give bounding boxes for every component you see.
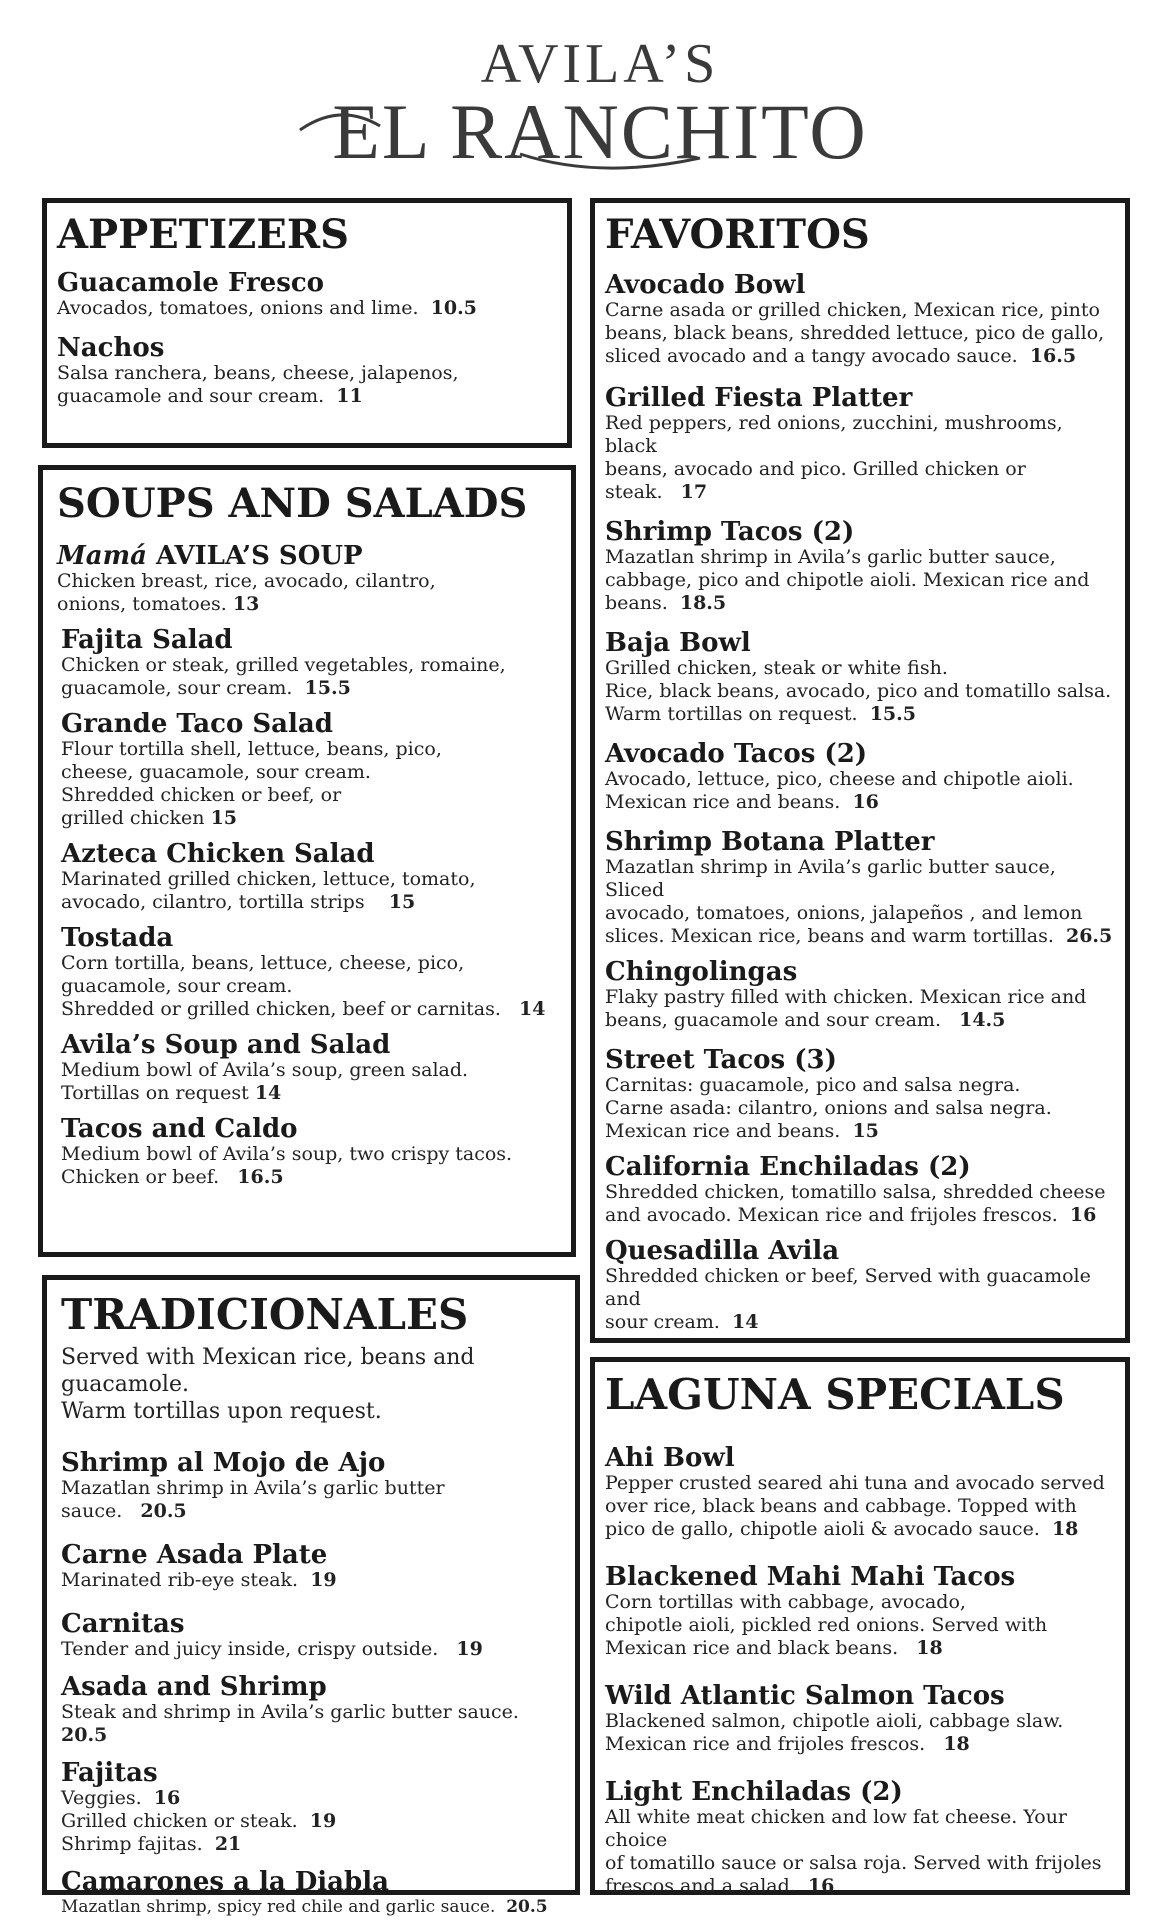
item-name: Light Enchiladas (2) xyxy=(605,1777,903,1807)
appetizers-section xyxy=(42,198,572,448)
item-description: Shrimp fajitas. xyxy=(61,1833,203,1855)
menu-item xyxy=(605,1237,1115,1334)
item-name: Guacamole Fresco xyxy=(57,268,325,298)
item-price: 16 xyxy=(807,1875,835,1897)
favoritos-title: FAVORITOS xyxy=(605,211,870,258)
menu-item xyxy=(57,334,557,408)
tradicionales-section xyxy=(42,1275,580,1917)
menu-item xyxy=(605,1444,1115,1541)
item-price: 18 xyxy=(1051,1518,1079,1540)
logo-line-el-ranchito: EL RANCHITO xyxy=(332,88,868,175)
item-price: 19 xyxy=(310,1569,337,1591)
item-name: Carne Asada Plate xyxy=(61,1540,328,1570)
item-description: Corn tortilla, beans, lettuce, cheese, pico, guacamole, sour cream. Shredded or grilled chicken, beef or carnitas. xyxy=(61,952,501,1020)
logo-line-avilas: AVILA’S xyxy=(480,33,720,95)
item-price: 20.5 xyxy=(61,1724,108,1746)
menu-item xyxy=(57,924,557,1021)
item-description: Flour tortilla shell, lettuce, beans, pico, cheese, guacamole, sour cream. Shredded chicken or beef, or grilled chicken xyxy=(61,738,442,829)
item-price: 26.5 xyxy=(1065,925,1113,947)
item-name: California Enchiladas (2) xyxy=(605,1152,971,1182)
item-price: 20.5 xyxy=(506,1897,548,1917)
soups-salads-section xyxy=(38,465,576,1257)
item-description: Medium bowl of Avila’s soup, two crispy tacos. Chicken or beef. xyxy=(61,1143,513,1188)
item-name: Carnitas xyxy=(61,1609,185,1639)
menu-item xyxy=(605,1046,1115,1143)
item-price: 16.5 xyxy=(1029,345,1077,367)
item-name: Shrimp Tacos (2) xyxy=(605,517,855,547)
item-name: AVILA’S SOUP xyxy=(156,541,363,571)
menu-item xyxy=(605,1563,1115,1660)
item-description: Corn tortillas with cabbage, avocado, chipotle aioli, pickled red onions. Served with Mexican rice and black beans. xyxy=(605,1591,1048,1659)
item-price: 14 xyxy=(519,998,546,1020)
menu-item xyxy=(605,1778,1115,1898)
item-description: Mazatlan shrimp in Avila’s garlic butter sauce, Sliced avocado, tomatoes, onions, jalapeños , and lemon slices. Mexican rice, beans and warm tortillas. xyxy=(605,856,1083,947)
item-price: 16 xyxy=(153,1787,181,1809)
item-description: Chicken breast, rice, avocado, cilantro, onions, tomatoes. xyxy=(57,570,436,615)
item-description: Grilled chicken or steak. xyxy=(61,1810,298,1832)
menu-item xyxy=(61,1759,561,1856)
item-name: Wild Atlantic Salmon Tacos xyxy=(605,1681,1005,1711)
restaurant-logo xyxy=(0,30,1166,175)
item-price: 15 xyxy=(388,891,416,913)
item-name: Fajitas xyxy=(61,1758,158,1788)
item-description: Shredded chicken or beef, Served with guacamole and sour cream. xyxy=(605,1265,1091,1333)
item-description: Carnitas: guacamole, pico and salsa negra. Carne asada: cilantro, onions and salsa negra. Mexican rice and beans. xyxy=(605,1074,1052,1142)
item-price: 19 xyxy=(309,1810,337,1832)
menu-item xyxy=(57,269,557,320)
item-name: Ahi Bowl xyxy=(605,1443,735,1473)
menu-item xyxy=(605,271,1115,368)
item-name-italic: Mamá xyxy=(57,541,147,571)
laguna-specials-section xyxy=(590,1357,1130,1895)
menu-item xyxy=(605,958,1115,1032)
item-price: 18 xyxy=(943,1733,970,1755)
item-name: Shrimp al Mojo de Ajo xyxy=(61,1448,386,1478)
item-price: 15.5 xyxy=(304,677,351,699)
item-name: Grilled Fiesta Platter xyxy=(605,383,913,413)
menu-item xyxy=(605,629,1115,726)
item-price: 15 xyxy=(210,807,238,829)
item-name: Avocado Bowl xyxy=(605,270,806,300)
menu-item xyxy=(57,840,557,914)
item-price: 16 xyxy=(1069,1204,1097,1226)
item-description: Mazatlan shrimp in Avila’s garlic butter sauce, cabbage, pico and chipotle aioli. Mexican rice and beans. xyxy=(605,546,1090,614)
item-description: Marinated grilled chicken, lettuce, tomato, avocado, cilantro, tortilla strips xyxy=(61,868,476,913)
item-description: Mazatlan shrimp, spicy red chile and garlic sauce. xyxy=(61,1897,496,1917)
item-price: 15 xyxy=(852,1120,879,1142)
item-name: Asada and Shrimp xyxy=(61,1672,327,1702)
item-price: 18 xyxy=(916,1637,943,1659)
menu-item xyxy=(61,1673,561,1747)
item-description: Steak and shrimp in Avila’s garlic butter sauce. xyxy=(61,1701,519,1723)
menu-item xyxy=(61,1868,561,1919)
item-price: 16 xyxy=(852,791,879,813)
menu-item xyxy=(61,1541,561,1592)
menu-item xyxy=(605,740,1115,814)
item-name: Camarones a la Diabla xyxy=(61,1867,389,1897)
item-description: Chicken or steak, grilled vegetables, romaine, guacamole, sour cream. xyxy=(61,654,506,699)
item-description: Flaky pastry filled with chicken. Mexican rice and beans, guacamole and sour cream. xyxy=(605,986,1087,1031)
tradicionales-note: Served with Mexican rice, beans and guacamole. Warm tortillas upon request. xyxy=(61,1345,475,1424)
item-price: 14 xyxy=(254,1082,282,1104)
item-name: Tostada xyxy=(61,923,174,953)
item-price: 14.5 xyxy=(959,1009,1006,1031)
item-price: 15.5 xyxy=(869,703,916,725)
favoritos-section xyxy=(590,198,1130,1343)
item-name: Avocado Tacos (2) xyxy=(605,739,868,769)
menu-item xyxy=(57,626,557,700)
item-name: Grande Taco Salad xyxy=(61,709,333,739)
item-price: 14 xyxy=(732,1311,759,1333)
item-price: 17 xyxy=(680,481,708,503)
item-name: Quesadilla Avila xyxy=(605,1236,840,1266)
item-name: Avila’s Soup and Salad xyxy=(61,1030,391,1060)
item-price: 16.5 xyxy=(237,1166,284,1188)
menu-item xyxy=(57,542,557,616)
item-name: Chingolingas xyxy=(605,957,798,987)
item-description: Pepper crusted seared ahi tuna and avocado served over rice, black beans and cabbage. Topped with pico de gallo, chipotle aioli & avocado sauce. xyxy=(605,1472,1105,1540)
item-price: 19 xyxy=(456,1638,483,1660)
item-price: 13 xyxy=(232,593,260,615)
menu-item xyxy=(605,384,1115,504)
tradicionales-title: TRADICIONALES xyxy=(61,1290,469,1339)
item-description: Avocado, lettuce, pico, cheese and chipotle aioli. Mexican rice and beans. xyxy=(605,768,1074,813)
item-description: Avocados, tomatoes, onions and lime. xyxy=(57,297,419,319)
item-description: Shredded chicken, tomatillo salsa, shredded cheese and avocado. Mexican rice and frijoles frescos. xyxy=(605,1181,1106,1226)
menu-item xyxy=(605,518,1115,615)
item-price: 11 xyxy=(336,385,363,407)
menu-item xyxy=(57,1031,557,1105)
item-price: 18.5 xyxy=(679,592,727,614)
item-name: Azteca Chicken Salad xyxy=(61,839,375,869)
item-description: Salsa ranchera, beans, cheese, jalapenos, guacamole and sour cream. xyxy=(57,362,459,407)
menu-item xyxy=(57,1115,557,1189)
item-name: Street Tacos (3) xyxy=(605,1045,837,1075)
item-description: Medium bowl of Avila’s soup, green salad. Tortillas on request xyxy=(61,1059,469,1104)
menu-item xyxy=(605,828,1115,948)
menu-item xyxy=(61,1610,561,1661)
menu-item xyxy=(61,1449,561,1523)
item-description: Veggies. xyxy=(61,1787,142,1809)
item-name: Tacos and Caldo xyxy=(61,1114,298,1144)
item-name: Fajita Salad xyxy=(61,625,233,655)
item-price: 20.5 xyxy=(140,1500,187,1522)
item-description: Grilled chicken, steak or white fish. Rice, black beans, avocado, pico and tomatillo salsa. Warm tortillas on request. xyxy=(605,657,1112,725)
item-name: Nachos xyxy=(57,333,165,363)
item-description: Blackened salmon, chipotle aioli, cabbage slaw. Mexican rice and frijoles frescos. xyxy=(605,1710,1064,1755)
item-name: Shrimp Botana Platter xyxy=(605,827,935,857)
item-description: All white meat chicken and low fat cheese. Your choice of tomatillo sauce or salsa roja. Served with frijoles frescos and a salad. xyxy=(605,1806,1102,1897)
item-description: Marinated rib-eye steak. xyxy=(61,1569,299,1591)
appetizers-title: APPETIZERS xyxy=(57,211,349,258)
item-price: 10.5 xyxy=(430,297,477,319)
laguna-title: LAGUNA SPECIALS xyxy=(605,1370,1065,1419)
menu-item xyxy=(605,1153,1115,1227)
item-description: Red peppers, red onions, zucchini, mushrooms, black beans, avocado and pico. Grilled chicken or steak. xyxy=(605,412,1063,503)
item-price: 21 xyxy=(214,1833,242,1855)
soups-title: SOUPS AND SALADS xyxy=(57,480,528,527)
menu-item xyxy=(57,710,557,830)
menu-item xyxy=(605,1682,1115,1756)
item-name: Blackened Mahi Mahi Tacos xyxy=(605,1562,1016,1592)
item-name: Baja Bowl xyxy=(605,628,751,658)
item-description: Mazatlan shrimp in Avila’s garlic butter sauce. xyxy=(61,1477,445,1522)
item-description: Carne asada or grilled chicken, Mexican rice, pinto beans, black beans, shredded lettuce, pico de gallo, sliced avocado and a tangy avocado sauce. xyxy=(605,299,1105,367)
item-description: Tender and juicy inside, crispy outside. xyxy=(61,1638,439,1660)
